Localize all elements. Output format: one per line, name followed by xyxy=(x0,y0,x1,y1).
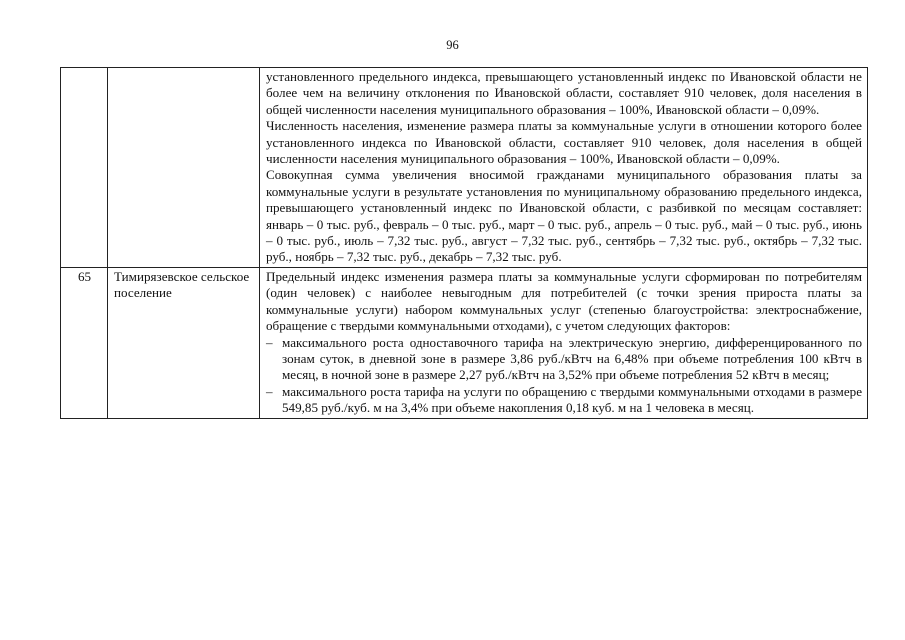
row-number-cell xyxy=(61,68,108,268)
list-item xyxy=(266,384,862,417)
paragraph: установленного предельного индекса, превышающего установленный индекс по Ивановской области не более чем на величину отклонения по Ивановской области, составляет 910 человек, доля населения в общей численности населения муниципального образования – 100%, Ивановской области – 0,09%. xyxy=(266,69,862,117)
list-item-text: максимального роста тарифа на услуги по обращению с твердыми коммунальными отходами в размере 549,85 руб./куб. м на 3,4% при объеме накопления 0,18 куб. м на 1 человека в месяц. xyxy=(282,383,862,416)
row-number-cell: 65 xyxy=(61,267,108,418)
dash-bullet: – xyxy=(266,334,273,350)
municipality-name-cell: Тимирязевское сельское поселение xyxy=(108,267,260,418)
list-item-text: максимального роста одноставочного тарифа на электрическую энергию, дифференцированного по зонам суток, в дневной зоне в размере 3,86 руб./кВтч на 6,48% при объеме потребления 100 кВтч в месяц, в ночной зоне в размере 2,27 руб./кВтч на 3,52% при объеме потребления 52 кВтч в месяц; xyxy=(282,334,862,383)
paragraph: Совокупная сумма увеличения вносимой гражданами муниципального образования платы за коммунальные услуги в результате установления по муниципальному образованию предельного индекса, превышающего установленный индекс по Ивановской области, с разбивкой по месяцам составляет: январь – 0 тыс. руб., февраль – 0 тыс. руб., март – 0 тыс. руб., апрель – 0 тыс. руб., май – 0 тыс. руб., июнь – 0 тыс. руб., июль – 7,32 тыс. руб., август – 7,32 тыс. руб., сентябрь – 7,32 тыс. руб., октябрь – 7,32 тыс. руб., ноябрь – 7,32 тыс. руб., декабрь – 7,32 тыс. руб. xyxy=(266,167,862,265)
dash-bullet: – xyxy=(266,383,273,399)
paragraph: Численность населения, изменение размера платы за коммунальные услуги в отношении которого более установленного индекса по Ивановской области, составляет 910 человек, доля населения в общей численности населения муниципального образования – 100%, Ивановской области – 0,09%. xyxy=(266,118,862,167)
municipality-table xyxy=(60,67,868,419)
table-row xyxy=(61,267,868,418)
description-cell xyxy=(260,68,868,268)
municipality-name-cell xyxy=(108,68,260,268)
description-cell xyxy=(260,267,868,418)
table-row xyxy=(61,68,868,268)
paragraph: Предельный индекс изменения размера платы за коммунальные услуги сформирован по потребителям (один человек) с наиболее невыгодным для потребителей (с точки зрения прироста платы за коммунальные услуги) набором коммунальных услуг (степенью благоустройства: электроснабжение, обращение с твердыми коммунальными отходами), с учетом следующих факторов: xyxy=(266,268,862,334)
page-number: 96 xyxy=(446,38,459,52)
list-item xyxy=(266,335,862,384)
factor-list xyxy=(266,335,862,417)
